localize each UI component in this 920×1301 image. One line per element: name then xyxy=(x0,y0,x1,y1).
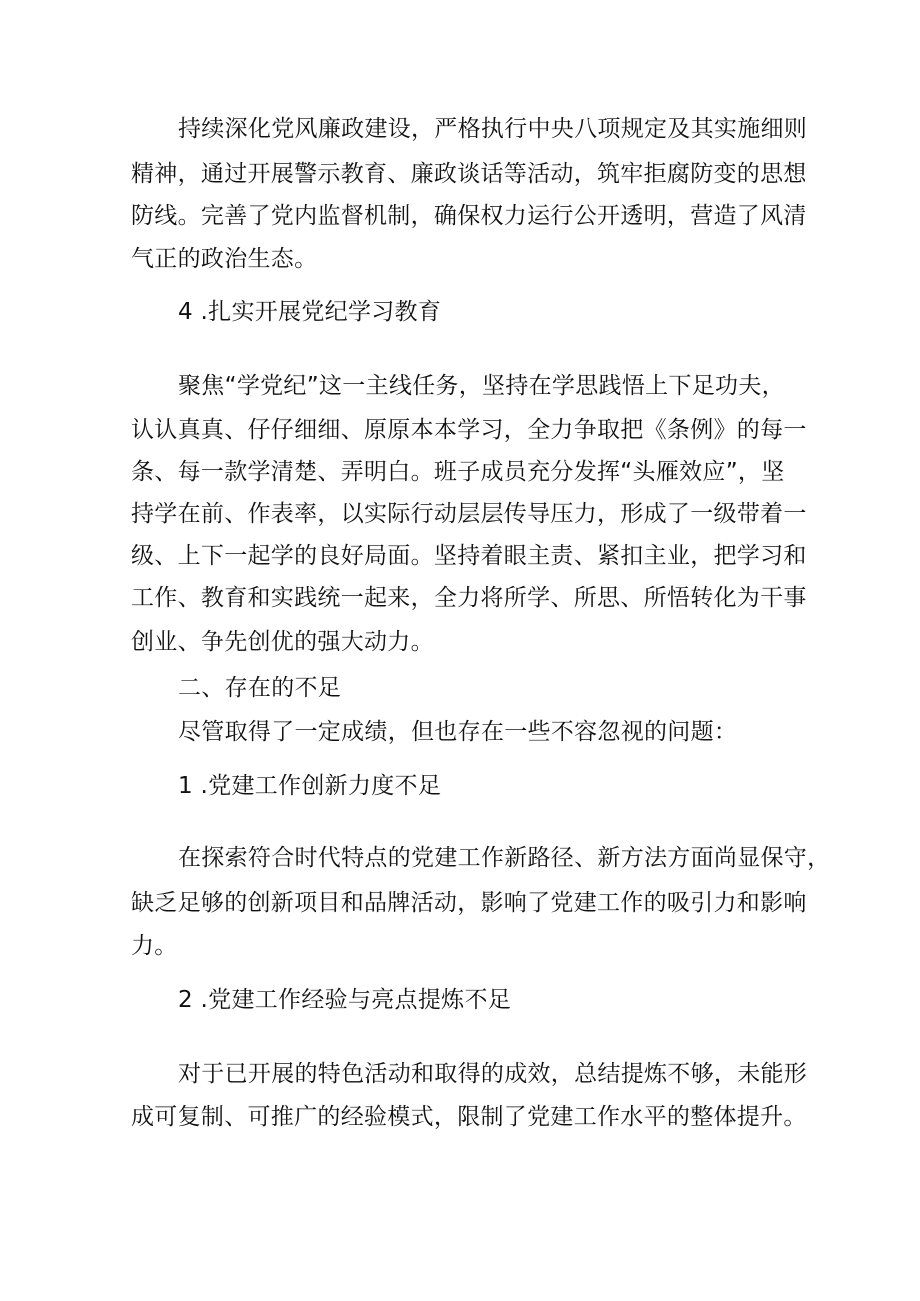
paragraph-line: 尽管取得了一定成绩，但也存在一些不容忽视的问题： xyxy=(178,719,738,745)
section-heading: 2 .党建工作经验与亮点提炼不足 xyxy=(178,987,512,1013)
paragraph-line: 缺乏足够的创新项目和品牌活动，影响了党建工作的吸引力和影响 xyxy=(131,890,807,916)
paragraph-line: 在探索符合时代特点的党建工作新路径、新方法方面尚显保守， xyxy=(178,845,831,871)
paragraph-line: 条、每一款学清楚、弄明白。班子成员充分发挥“头雁效应”，坚 xyxy=(131,459,785,485)
paragraph-line: 级、上下一起学的良好局面。坚持着眼主责、紧扣主业，把学习和 xyxy=(131,543,807,569)
section-heading: 4 .扎实开展党纪学习教育 xyxy=(178,299,442,325)
paragraph-line: 对于已开展的特色活动和取得的成效，总结提炼不够，未能形 xyxy=(178,1061,808,1087)
paragraph-line: 精神，通过开展警示教育、廉政谈话等活动，筑牢拒腐防变的思想 xyxy=(131,161,807,187)
section-heading: 1 .党建工作创新力度不足 xyxy=(178,773,442,799)
paragraph-line: 创业、争先创优的强大动力。 xyxy=(131,629,434,655)
paragraph-line: 聚焦“学党纪”这一主线任务，坚持在学思践悟上下足功夫， xyxy=(178,373,785,399)
paragraph-line: 认认真真、仔仔细细、原原本本学习，全力争取把《条例》的每一 xyxy=(131,417,807,443)
paragraph-line: 成可复制、可推广的经验模式，限制了党建工作水平的整体提升。 xyxy=(131,1104,807,1130)
paragraph-line: 持续深化党风廉政建设，严格执行中央八项规定及其实施细则 xyxy=(178,116,808,142)
paragraph-line: 持学在前、作表率，以实际行动层层传导压力，形成了一级带着一 xyxy=(131,501,807,527)
paragraph-line: 气正的政治生态。 xyxy=(131,246,318,272)
paragraph-line: 力。 xyxy=(131,933,178,959)
paragraph-line: 防线。完善了党内监督机制，确保权力运行公开透明，营造了风清 xyxy=(131,203,807,229)
paragraph-line: 工作、教育和实践统一起来，全力将所学、所思、所悟转化为干事 xyxy=(131,585,807,611)
section-heading: 二、存在的不足 xyxy=(178,675,342,701)
